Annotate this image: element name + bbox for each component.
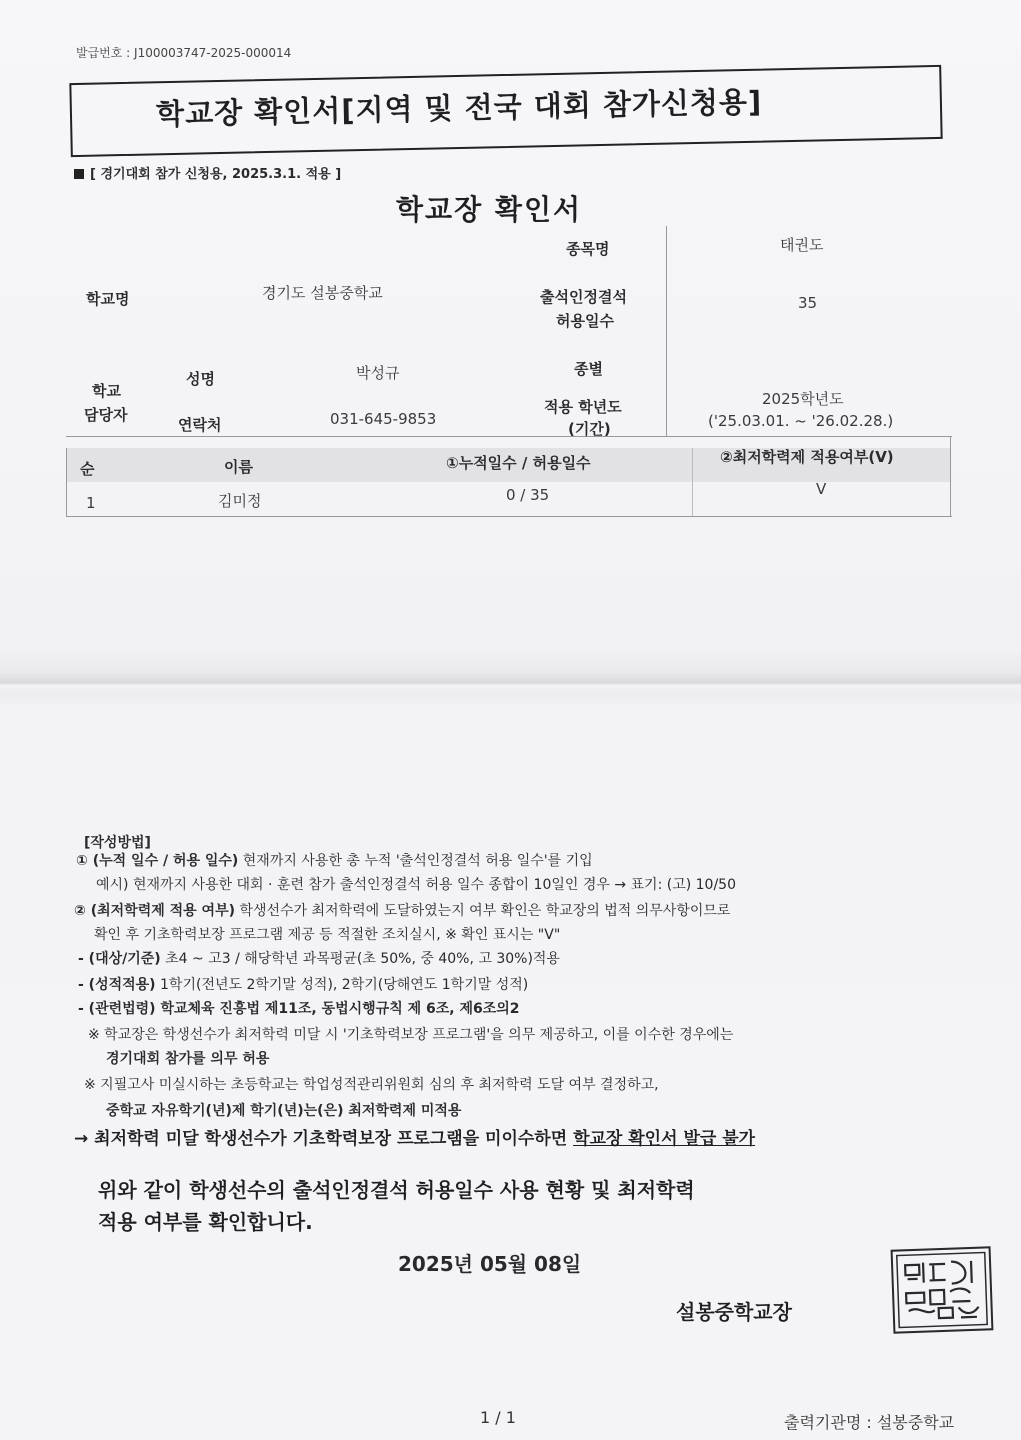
instruction-line-4: 확인 후 기초학력보장 프로그램 제공 등 적절한 조치실시, ※ 확인 표시는 "V" [94, 927, 561, 943]
instruction-line-1 [76, 850, 593, 870]
allowed-days-label-1: 출석인정결석 [540, 288, 627, 306]
confirm-line-2: 적용 여부를 확인합니다. [98, 1210, 313, 1234]
instruction-line-11: 중학교 자유학기(년)제 학기(년)는(은) 최저학력제 미적용 [106, 1103, 462, 1119]
contact-label: 연락처 [178, 416, 222, 434]
school-seal [891, 1246, 994, 1333]
table-cell-name: 김미정 [218, 492, 262, 510]
instruction-line-3 [74, 900, 730, 920]
instruction-line-2: 예시) 현재까지 사용한 대회 · 훈련 참가 출석인정결석 허용 일수 종합이 10일인 경우 → 표기: (고) 10/50 [96, 877, 736, 893]
name-value: 박성규 [356, 364, 400, 382]
year-label-2: (기간) [568, 420, 611, 438]
table-header-minimum: ②최저학력제 적용여부(V) [720, 448, 894, 466]
year-label-1: 적용 학년도 [544, 398, 622, 416]
info-divider [666, 226, 667, 436]
instruction-line-3-bold: ② (최저학력제 적용 여부) [74, 903, 235, 919]
table-cell-minimum: V [816, 480, 827, 498]
instruction-line-3-rest: 학생선수가 최저학력에 도달하였는지 여부 확인은 학교장의 법적 의무사항이므로 [235, 903, 731, 919]
table-left-border [66, 448, 67, 516]
instructions-heading: [작성방법] [84, 835, 151, 851]
table-right-border [950, 436, 951, 516]
sub-label [74, 163, 341, 182]
instruction-line-9: 경기대회 참가를 의무 허용 [106, 1051, 270, 1067]
table-cell-days: 0 / 35 [506, 486, 550, 504]
issue-date: 2025년 05월 08일 [398, 1252, 582, 1276]
year-value-1: 2025학년도 [762, 390, 844, 408]
signer-name: 설봉중학교장 [676, 1300, 792, 1324]
instruction-line-5-rest: 초4 ~ 고3 / 해당학년 과목평균(초 50%, 중 40%, 고 30%)적용 [160, 951, 560, 967]
table-header-index: 순 [80, 460, 95, 478]
info-bottom-line [66, 436, 952, 437]
instruction-line-5-bold: - (대상/기준) [78, 951, 161, 967]
event-value: 태권도 [780, 236, 824, 254]
seal-glyph-icon [893, 1248, 992, 1331]
contact-value: 031-645-9853 [330, 410, 437, 428]
instruction-line-5 [78, 948, 560, 968]
header-title: 학교장 확인서[지역 및 전국 대회 참가신청용] [155, 84, 763, 132]
manager-label-1: 학교 [92, 382, 121, 400]
instruction-line-10: ※ 지필고사 미실시하는 초등학교는 학업성적관리위원회 심의 후 최저학력 도달 여부 결정하고, [84, 1077, 659, 1093]
warning-line [74, 1124, 755, 1149]
instruction-line-8: ※ 학교장은 학생선수가 최저학력 미달 시 '기초학력보장 프로그램'을 의무 제공하고, 이를 이수한 경우에는 [88, 1027, 734, 1043]
allowed-days-label-2: 허용일수 [556, 312, 614, 330]
year-value-2: ('25.03.01. ~ '26.02.28.) [708, 412, 894, 430]
sub-label-text: [ 경기대회 참가 신청용, 2025.3.1. 적용 ] [90, 167, 342, 182]
square-bullet-icon [74, 169, 84, 179]
table-bottom-line [66, 516, 952, 517]
instruction-line-1-rest: 현재까지 사용한 총 누적 '출석인정결석 허용 일수'를 기입 [238, 853, 593, 869]
event-label: 종목명 [566, 240, 610, 258]
table-header-name: 이름 [224, 458, 253, 476]
school-value: 경기도 설봉중학교 [262, 284, 383, 302]
warning-line-main: → 최저학력 미달 학생선수가 기초학력보장 프로그램을 미이수하면 [74, 1129, 574, 1149]
name-label: 성명 [186, 370, 215, 388]
category-label: 종별 [574, 360, 603, 378]
instruction-line-1-bold: ① (누적 일수 / 허용 일수) [76, 853, 239, 869]
table-cell-index: 1 [86, 494, 96, 512]
instruction-line-7: - (관련법령) 학교체육 진흥법 제11조, 동법시행규칙 제 6조, 제6조의2 [78, 1001, 520, 1017]
table-col-divider [692, 448, 693, 516]
school-label: 학교명 [86, 290, 130, 308]
page-number: 1 / 1 [480, 1408, 516, 1427]
manager-label-2: 담당자 [84, 406, 128, 424]
document-title: 학교장 확인서 [396, 193, 583, 226]
table-header-days: ①누적일수 / 허용일수 [446, 454, 591, 472]
instruction-line-6-rest: 1학기(전년도 2학기말 성적), 2학기(당해연도 1학기말 성적) [155, 977, 529, 993]
issue-number: 발급번호 : J100003747-2025-000014 [76, 46, 292, 60]
confirm-line-1: 위와 같이 학생선수의 출석인정결석 허용일수 사용 현황 및 최저학력 [98, 1178, 695, 1202]
instruction-line-6-bold: - (성적적용) [78, 977, 156, 993]
warning-line-underlined: 학교장 확인서 발급 불가 [573, 1129, 756, 1149]
instruction-line-6 [78, 974, 528, 994]
paper-fold [0, 672, 1021, 696]
allowed-days-value: 35 [798, 294, 818, 312]
printed-by: 출력기관명 : 설봉중학교 [784, 1413, 955, 1432]
